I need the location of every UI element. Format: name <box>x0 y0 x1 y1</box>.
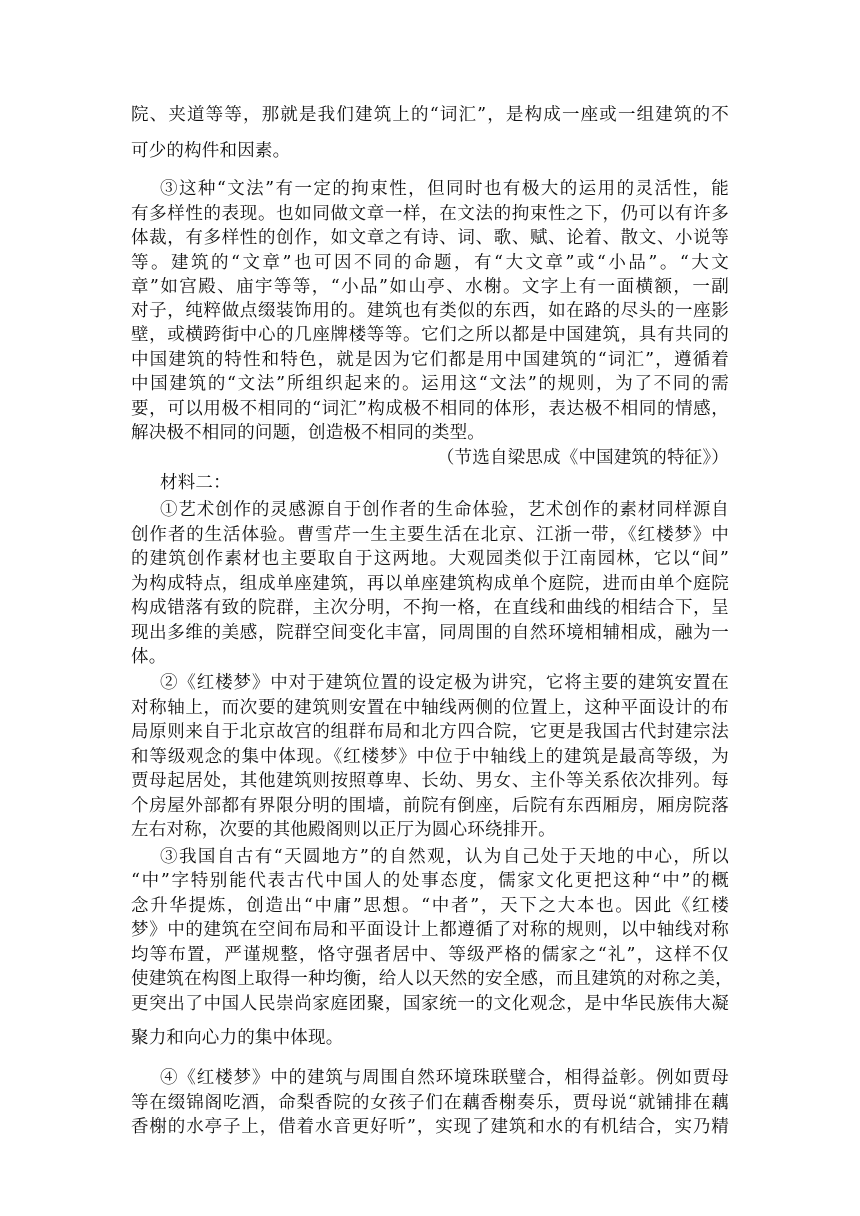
paragraph-line: ③我国自古有“天圆地方”的自然观，认为自己处于天地的中心，所以 <box>160 847 729 867</box>
text-line: 局原则来自于北京故宫的组群布局和北方四合院，它更是我国古代封建宗法 <box>131 722 729 742</box>
text-line: 贾母起居处，其他建筑则按照尊卑、长幼、男女、主仆等关系依次排列。每 <box>131 771 729 791</box>
text-line: 构成错落有致的院群，主次分明，不拘一格，在直线和曲线的相结合下，呈 <box>131 598 729 618</box>
text-line: 壁，或横跨街中心的几座牌楼等等。它们之所以都是中国建筑，具有共同的 <box>131 325 729 345</box>
text-line: 中国建筑的特性和特色，就是因为它们都是用中国建筑的“词汇”，遵循着 <box>131 350 729 370</box>
text-line: 创作者的生活体验。曹雪芹一生主要生活在北京、江浙一带，《红楼梦》中 <box>131 525 729 545</box>
text-line: 和等级观念的集中体现。《红楼梦》中位于中轴线上的建筑是最高等级，为 <box>131 747 729 767</box>
text-line: 左右对称，次要的其他殿阁则以正厅为圆心环绕排开。 <box>131 820 556 840</box>
text-line: 等在缀锦阁吃酒，命梨香院的女孩子们在藕香榭奏乐，贾母说“就铺排在藕 <box>131 1093 729 1113</box>
text-line: 中国建筑的“文法”所组织起来的。运用这“文法”的规则，为了不同的需 <box>131 374 729 394</box>
source-citation: （节选自梁思成《中国建筑的特征》） <box>436 448 729 468</box>
paragraph-line: ④《红楼梦》中的建筑与周围自然环境珠联璧合，相得益彰。例如贾母 <box>160 1068 729 1088</box>
text-line: 对称轴上，而次要的建筑则安置在中轴线两侧的位置上，这种平面设计的布 <box>131 698 729 718</box>
text-line: 有多样性的表现。也如同做文章一样，在文法的拘束性之下，仍可以有许多 <box>131 204 729 224</box>
text-line: 为构成特点，组成单座建筑，再以单座建筑构成单个庭院，进而由单个庭院 <box>131 574 729 594</box>
text-line: 要，可以用极不相同的“词汇”构成极不相同的体形，表达极不相同的情感， <box>131 399 729 419</box>
text-line: 更突出了中国人民崇尚家庭团聚，国家统一的文化观念，是中华民族伟大凝 <box>131 994 729 1014</box>
text-line: 体。 <box>131 647 167 667</box>
material-heading: 材料二： <box>160 473 231 493</box>
text-line: 的建筑创作素材也主要取自于这两地。大观园类似于江南园林，它以“间” <box>131 549 729 569</box>
text-line: 对子，纯粹做点缀装饰用的。建筑也有类似的东西，如在路的尽头的一座影 <box>131 301 729 321</box>
text-line: 聚力和向心力的集中体现。 <box>131 1028 344 1048</box>
text-line: 香榭的水亭子上，借着水音更好听”，实现了建筑和水的有机结合，实乃精 <box>131 1117 729 1137</box>
paragraph-line: ①艺术创作的灵感源自于创作者的生命体验，艺术创作的素材同样源自 <box>160 500 729 520</box>
text-line: 使建筑在构图上取得一种均衡，给人以天然的安全感，而且建筑的对称之美， <box>131 969 733 989</box>
text-line: 现出多维的美感，院群空间变化丰富，同周围的自然环境相辅相成，融为一 <box>131 623 729 643</box>
text-line: 可少的构件和因素。 <box>131 141 291 161</box>
text-line: 念升华提炼，创造出“中庸”思想。“中者”，天下之大本也。因此《红楼 <box>131 896 729 916</box>
text-line: 体裁，有多样性的创作，如文章之有诗、词、歌、赋、论着、散文、小说等 <box>131 228 729 248</box>
text-line: “中”字特别能代表古代中国人的处事态度，儒家文化更把这种“中”的概 <box>131 871 729 891</box>
text-line: 个房屋外部都有界限分明的围墙，前院有倒座，后院有东西厢房，厢房院落 <box>131 796 729 816</box>
paragraph-line: ③这种“文法”有一定的拘束性，但同时也有极大的运用的灵活性，能 <box>160 179 729 199</box>
text-line: 章”如宫殿、庙宇等等，“小品”如山亭、水榭。文字上有一面横额，一副 <box>131 277 729 297</box>
text-line: 解决极不相同的问题，创造极不相同的类型。 <box>131 423 485 443</box>
text-line: 均等布置，严谨规整，恪守强者居中、等级严格的儒家之“礼”，这样不仅 <box>131 945 729 965</box>
text-line: 院、夹道等等，那就是我们建筑上的“词汇”，是构成一座或一组建筑的不 <box>131 105 729 125</box>
text-line: 等。建筑的“文章”也可因不同的命题，有“大文章”或“小品”。“大文 <box>131 253 729 273</box>
text-line: 梦》中的建筑在空间布局和平面设计上都遵循了对称的规则，以中轴线对称 <box>131 920 729 940</box>
paragraph-line: ②《红楼梦》中对于建筑位置的设定极为讲究，它将主要的建筑安置在 <box>160 673 729 693</box>
